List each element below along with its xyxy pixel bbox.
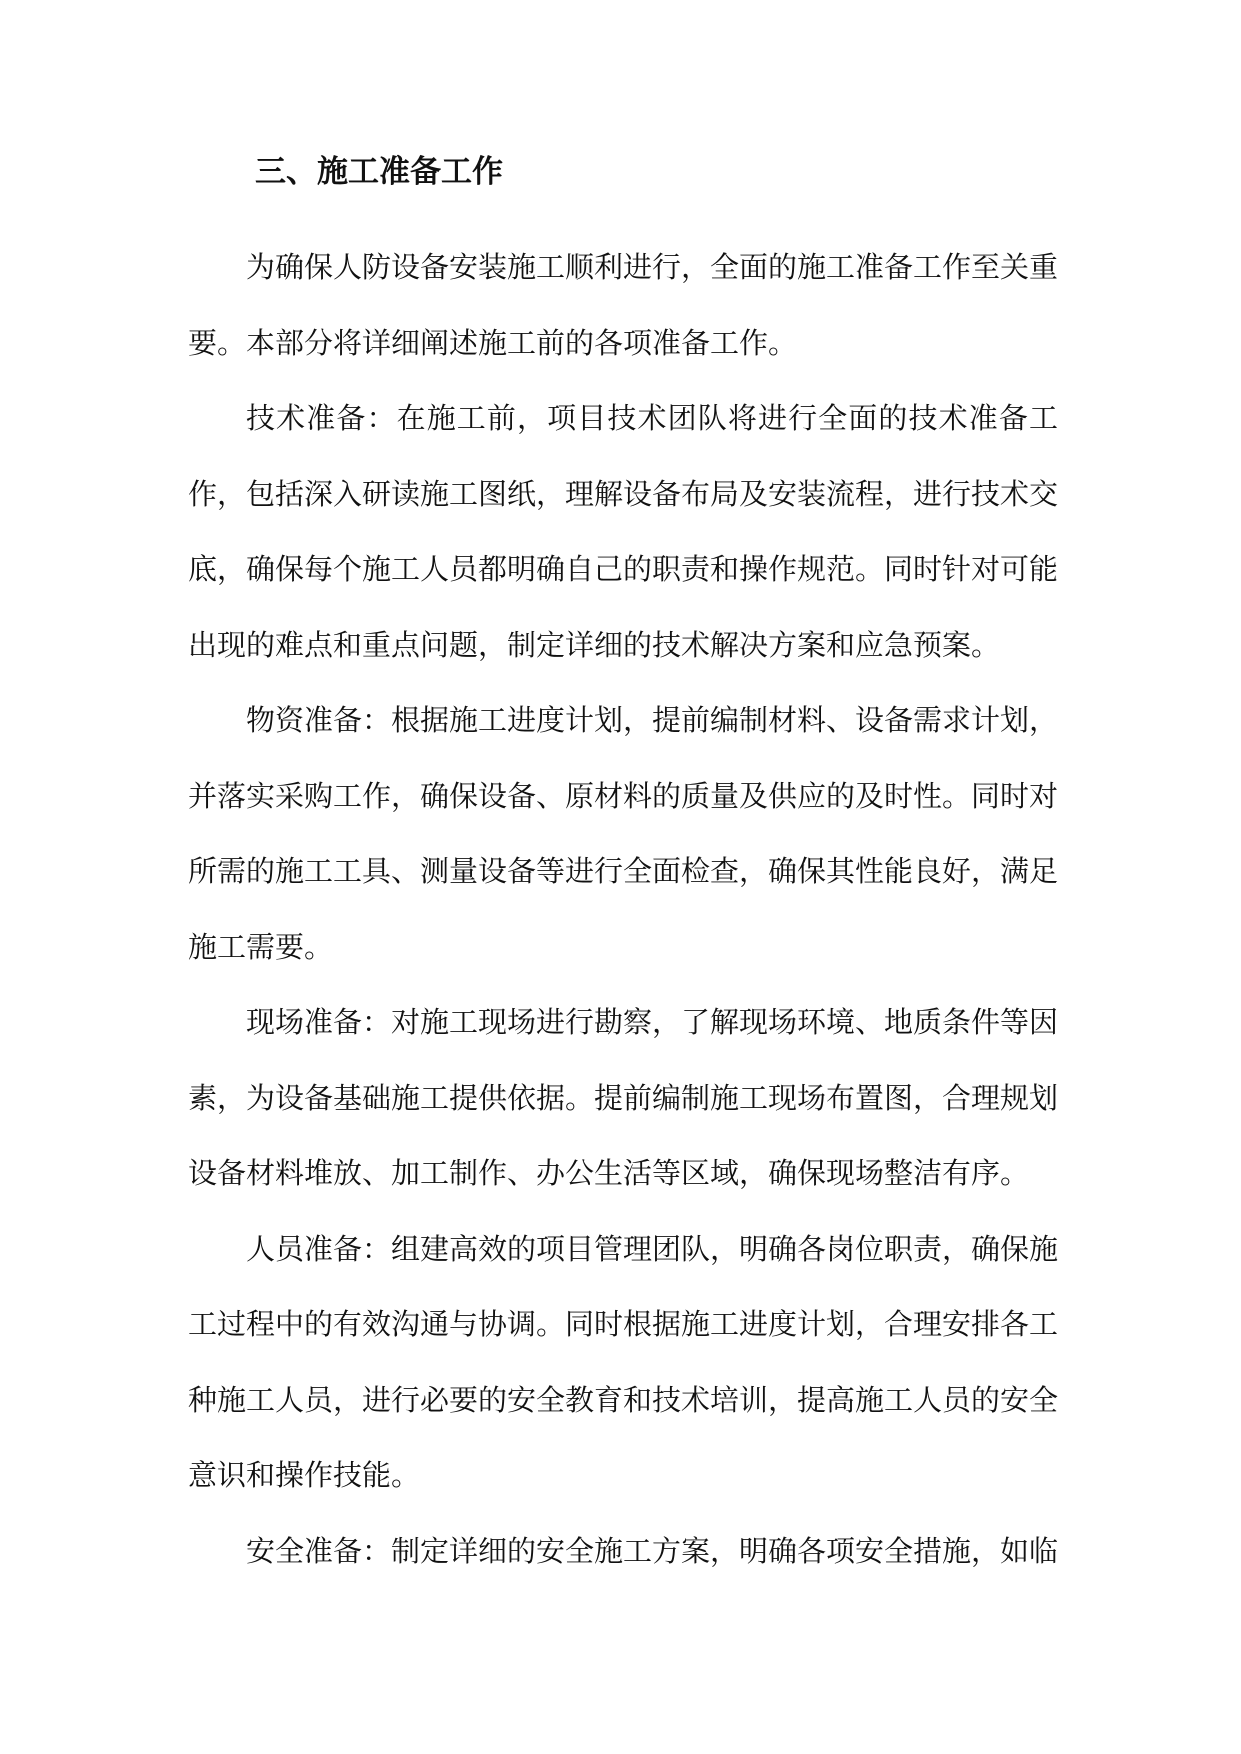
paragraph-site-preparation: 现场准备：对施工现场进行勘察，了解现场环境、地质条件等因素，为设备基础施工提供依据。提前编制施工现场布置图，合理规划设备材料堆放、加工制作、办公生活等区域，确保现场整洁有序。 (188, 1005, 1059, 1190)
paragraph-technical-preparation: 技术准备：在施工前，项目技术团队将进行全面的技术准备工作，包括深入研读施工图纸，理解设备布局及安装流程，进行技术交底，确保每个施工人员都明确自己的职责和操作规范。同时针对可能出现的难点和重点问题，制定详细的技术解决方案和应急预案。 (188, 401, 1059, 662)
paragraph-intro: 为确保人防设备安装施工顺利进行，全面的施工准备工作至关重要。本部分将详细阐述施工前的各项准备工作。 (188, 250, 1059, 360)
paragraph-personnel-preparation: 人员准备：组建高效的项目管理团队，明确各岗位职责，确保施工过程中的有效沟通与协调。同时根据施工进度计划，合理安排各工种施工人员，进行必要的安全教育和技术培训，提高施工人员的安全意识和操作技能。 (188, 1231, 1059, 1492)
section-heading: 三、施工准备工作 (255, 154, 503, 190)
paragraph-material-preparation: 物资准备：根据施工进度计划，提前编制材料、设备需求计划，并落实采购工作，确保设备、原材料的质量及供应的及时性。同时对所需的施工工具、测量设备等进行全面检查，确保其性能良好，满足施工需要。 (188, 703, 1059, 964)
paragraph-safety-preparation: 安全准备：制定详细的安全施工方案，明确各项安全措施，如临 (246, 1533, 1059, 1568)
document-body (188, 230, 1058, 1589)
